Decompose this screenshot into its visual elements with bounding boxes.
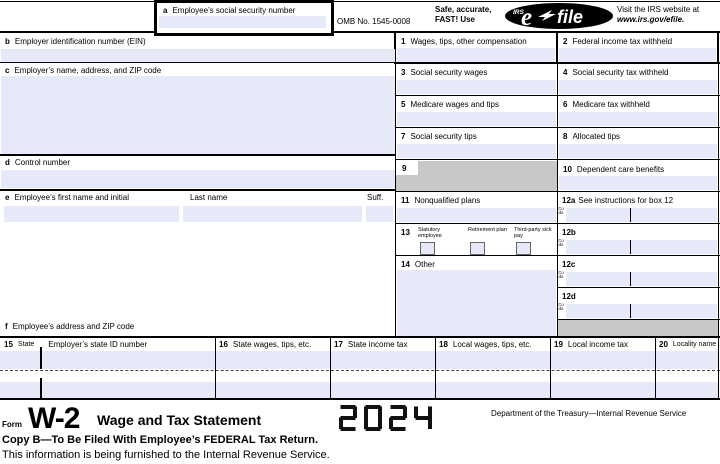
box-5-label: Medicare wages and tips <box>410 100 499 109</box>
divider-line <box>0 62 396 63</box>
divider-line <box>396 223 720 224</box>
box-7-label: Social security tips <box>410 132 477 141</box>
divider-line <box>0 189 396 191</box>
box-16-number: 16 <box>219 340 228 349</box>
third-party-sick-pay-checkbox[interactable] <box>516 242 531 255</box>
last-name-input[interactable] <box>183 206 362 222</box>
efile-tagline-line2: FAST! Use <box>435 15 476 24</box>
box-9-number: 9 <box>402 164 407 173</box>
state-row1-input[interactable] <box>0 351 215 369</box>
divider-line <box>718 31 719 399</box>
box-12b-code-label: Code <box>558 238 564 247</box>
box-15-number: 15 <box>4 340 13 349</box>
state-row2-input[interactable] <box>0 382 215 398</box>
divider-line <box>558 287 720 288</box>
local-tax-row2-input[interactable] <box>551 382 655 398</box>
box-15-id-label: Employer’s state ID number <box>48 340 148 349</box>
box-18-label: Local wages, tips, etc. <box>452 340 532 349</box>
ein-input[interactable] <box>1 49 395 62</box>
box-12a-code-label: Code <box>558 206 564 215</box>
form-title: Wage and Tax Statement <box>97 412 262 428</box>
divider-line <box>556 31 558 64</box>
retirement-plan-checkbox[interactable] <box>470 242 485 255</box>
box-12c-input[interactable] <box>566 272 717 286</box>
locality-row2-input[interactable] <box>656 382 718 398</box>
employer-name-address-input[interactable] <box>1 76 395 154</box>
nonqualified-plans-input[interactable] <box>397 208 556 222</box>
year-display <box>339 405 433 433</box>
federal-tax-input[interactable] <box>559 48 716 62</box>
divider-line <box>396 62 720 64</box>
box-14-other-input[interactable] <box>397 270 556 336</box>
box-9-corner <box>396 161 418 175</box>
divider-line <box>396 191 720 192</box>
medicare-tax-input[interactable] <box>559 112 717 126</box>
third-party-sick-pay-label: Third-party sick pay <box>514 227 552 239</box>
box-12b-input[interactable] <box>566 240 717 254</box>
divider-line <box>0 31 720 33</box>
suffix-label: Suff. <box>367 193 384 202</box>
locality-row1-input[interactable] <box>656 351 718 369</box>
efile-file-text: file <box>557 7 584 27</box>
efile-tagline-line1: Safe, accurate, <box>435 5 492 14</box>
box-2-number: 2 <box>563 37 568 46</box>
box-14-label: Other <box>414 260 435 269</box>
box-16-label: State wages, tips, etc. <box>232 340 312 349</box>
box-1-label: Wages, tips, other compensation <box>410 37 527 46</box>
statutory-employee-label: Statutory employee <box>418 227 442 239</box>
retirement-plan-label: Retirement plan <box>468 227 507 233</box>
efile-irs-text: IRS <box>513 9 524 16</box>
box-11-number: 11 <box>401 196 410 205</box>
local-wages-row1-input[interactable] <box>436 351 550 369</box>
divider-line <box>557 64 558 338</box>
state-tax-row2-input[interactable] <box>331 382 435 398</box>
box-4-number: 4 <box>563 68 568 77</box>
divider-line <box>0 154 396 156</box>
box-5-number: 5 <box>401 100 406 109</box>
box-3-number: 3 <box>401 68 406 77</box>
box-19-number: 19 <box>554 340 563 349</box>
divider-line <box>396 95 720 96</box>
divider-line <box>396 127 720 128</box>
box-b-label: Employer identification number (EIN) <box>14 37 146 46</box>
box-12d-number: 12d <box>562 292 576 301</box>
divider-line <box>0 398 720 400</box>
form-number: W-2 <box>28 402 80 435</box>
box-13-number: 13 <box>401 228 410 237</box>
box-12a-number: 12a <box>562 196 576 205</box>
dependent-care-input[interactable] <box>559 176 717 190</box>
divider-line <box>0 336 720 338</box>
divider-line <box>40 347 42 369</box>
box-12c-code-label: Code <box>558 270 564 279</box>
box-12a-label: See instructions for box 12 <box>578 196 674 205</box>
dashed-divider-line <box>0 370 720 371</box>
visit-line1: Visit the IRS website at <box>617 5 700 14</box>
visit-line2: www.irs.gov/efile. <box>617 15 685 24</box>
divider-line <box>396 255 720 256</box>
efile-e-text: e <box>521 4 533 30</box>
box-f-label: Employee’s address and ZIP code <box>12 322 135 331</box>
box-12a-input[interactable] <box>566 208 717 222</box>
box-6-label: Medicare tax withheld <box>572 100 650 109</box>
box-12c-number: 12c <box>562 260 576 269</box>
box-10-label: Dependent care benefits <box>576 165 665 174</box>
ss-wages-input[interactable] <box>397 80 556 94</box>
box-17-label: State income tax <box>347 340 408 349</box>
ssn-input[interactable] <box>159 16 326 28</box>
divider-line <box>40 378 42 398</box>
box-18-number: 18 <box>439 340 448 349</box>
allocated-tips-input[interactable] <box>559 144 717 158</box>
divider-line <box>630 304 631 318</box>
state-wages-row1-input[interactable] <box>216 351 330 369</box>
divider-line <box>396 159 720 160</box>
box-15-state-label: State <box>17 341 35 348</box>
box-6-number: 6 <box>563 100 568 109</box>
wages-input[interactable] <box>397 48 555 62</box>
box-4-label: Social security tax withheld <box>572 68 669 77</box>
box-3-label: Social security wages <box>410 68 488 77</box>
ss-tax-input[interactable] <box>559 80 717 94</box>
box-1-number: 1 <box>401 37 406 46</box>
divider-line <box>630 272 631 286</box>
box-8-number: 8 <box>563 132 568 141</box>
divider-line <box>717 31 719 64</box>
statutory-employee-checkbox[interactable] <box>420 242 435 255</box>
box-f-letter: f <box>5 322 8 331</box>
box-20-label: Locality name <box>672 341 717 348</box>
box-10-number: 10 <box>563 165 572 174</box>
box-14-number: 14 <box>401 260 410 269</box>
box-d-letter: d <box>5 158 10 167</box>
divider-line <box>630 208 631 222</box>
suffix-input[interactable] <box>366 206 393 222</box>
local-tax-row1-input[interactable] <box>551 351 655 369</box>
box-7-number: 7 <box>401 132 406 141</box>
box-e-letter: e <box>5 193 10 202</box>
medicare-wages-input[interactable] <box>397 112 556 126</box>
copy-line: Copy B—To Be Filed With Employee’s FEDERAL Tax Return. <box>2 434 319 446</box>
divider-line <box>630 240 631 254</box>
box-12d-code-label: Code <box>558 302 564 311</box>
last-name-label: Last name <box>190 193 228 202</box>
box-c-letter: c <box>5 66 10 75</box>
state-wages-row2-input[interactable] <box>216 382 330 398</box>
box-e-label: Employee’s first name and initial <box>14 193 130 202</box>
box-a-ssn <box>154 0 334 36</box>
box-11-label: Nonqualified plans <box>414 196 481 205</box>
box-19-label: Local income tax <box>567 340 628 349</box>
control-number-input[interactable] <box>1 170 395 188</box>
box-b-letter: b <box>5 37 10 46</box>
box-12d-input[interactable] <box>566 304 717 318</box>
box-c-label: Employer’s name, address, and ZIP code <box>14 66 162 75</box>
form-word: Form <box>2 420 22 429</box>
box-a-label: Employee’s social security number <box>172 6 296 15</box>
box-17-number: 17 <box>334 340 343 349</box>
ss-tips-input[interactable] <box>397 144 556 158</box>
box-9-disabled-area <box>396 161 557 191</box>
local-wages-row2-input[interactable] <box>436 382 550 398</box>
furnish-line: This information is being furnished to the Internal Revenue Service. <box>2 449 330 461</box>
box-8-label: Allocated tips <box>572 132 621 141</box>
box-2-label: Federal income tax withheld <box>572 37 673 46</box>
box-d-label: Control number <box>14 158 71 167</box>
box-12b-number: 12b <box>562 228 576 237</box>
state-tax-row1-input[interactable] <box>331 351 435 369</box>
irs-efile-logo-icon <box>504 2 614 30</box>
box-20-number: 20 <box>659 340 668 349</box>
first-name-input[interactable] <box>4 206 179 222</box>
disabled-area <box>558 320 718 336</box>
omb-number: OMB No. 1545-0008 <box>337 17 411 26</box>
department-line: Department of the Treasury—Internal Revenue Service <box>491 409 687 418</box>
box-a-letter: a <box>163 6 168 15</box>
